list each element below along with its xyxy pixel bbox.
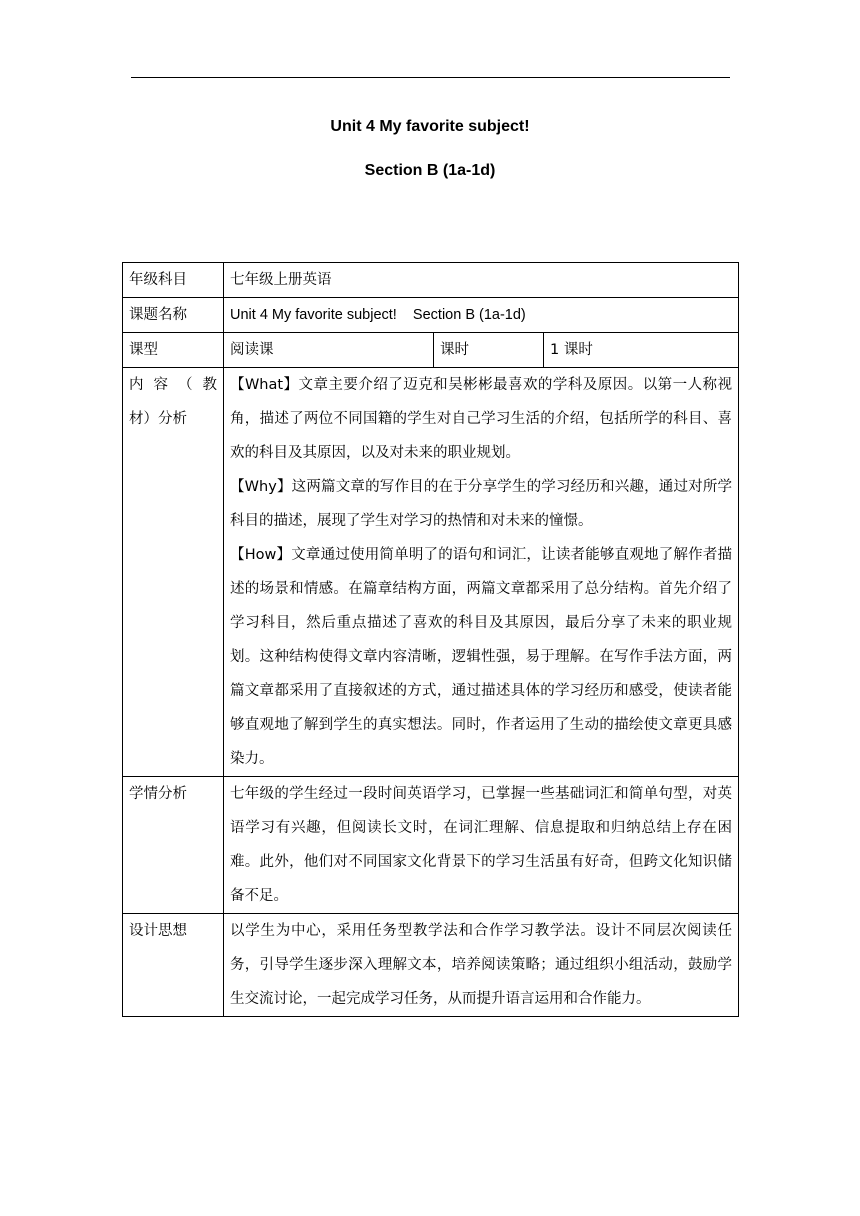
- row-lesson-type: [123, 333, 739, 368]
- row-learner-analysis: [123, 777, 739, 914]
- document-subtitle: Section B (1a-1d): [364, 162, 496, 179]
- label-lesson-type: 课型: [123, 333, 224, 368]
- value-class-hours: 1 课时: [544, 333, 739, 368]
- document-title: Unit 4 My favorite subject!: [330, 118, 530, 135]
- header-rule: [131, 77, 730, 78]
- row-content-analysis: [123, 368, 739, 777]
- value-lesson-type: 阅读课: [224, 333, 434, 368]
- label-class-hours: 课时: [434, 333, 544, 368]
- value-grade-subject: 七年级上册英语: [224, 263, 739, 298]
- label-content-analysis: 内 容 （ 教 材）分析: [123, 368, 224, 777]
- label-grade-subject: 年级科目: [123, 263, 224, 298]
- value-content-analysis: [224, 368, 739, 777]
- paragraph-what: 【What】文章主要介绍了迈克和吴彬彬最喜欢的学科及原因。以第一人称视角，描述了两位不同国籍的学生对自己学习生活的介绍，包括所学的科目、喜欢的科目及其原因，以及对未来的职业规划。: [230, 377, 733, 461]
- paragraph-why: 【Why】这两篇文章的写作目的在于分享学生的学习经历和兴趣，通过对所学科目的描述，展现了学生对学习的热情和对未来的憧憬。: [230, 479, 733, 529]
- lesson-plan-table: [122, 262, 739, 1017]
- label-learner-analysis: 学情分析: [123, 777, 224, 914]
- label-lesson-name: 课题名称: [123, 298, 224, 333]
- value-lesson-name: Unit 4 My favorite subject! Section B (1a-1d): [224, 298, 739, 333]
- paragraph-how: 【How】文章通过使用简单明了的语句和词汇，让读者能够直观地了解作者描述的场景和情感。在篇章结构方面，两篇文章都采用了总分结构。首先介绍了学习科目，然后重点描述了喜欢的科目及其原因，最后分享了未来的职业规划。这种结构使得文章内容清晰，逻辑性强，易于理解。在写作手法方面，两篇文章都采用了直接叙述的方式，通过描述具体的学习经历和感受，使读者能够直观地了解到学生的真实想法。同时，作者运用了生动的描绘使文章更具感染力。: [230, 547, 733, 767]
- row-design-idea: [123, 914, 739, 1017]
- row-lesson-name: [123, 298, 739, 333]
- row-grade-subject: [123, 263, 739, 298]
- value-learner-analysis: 七年级的学生经过一段时间英语学习，已掌握一些基础词汇和简单句型，对英语学习有兴趣，但阅读长文时，在词汇理解、信息提取和归纳总结上存在困难。此外，他们对不同国家文化背景下的学习生活虽有好奇，但跨文化知识储备不足。: [224, 777, 739, 914]
- label-design-idea: 设计思想: [123, 914, 224, 1017]
- value-design-idea: 以学生为中心，采用任务型教学法和合作学习教学法。设计不同层次阅读任务，引导学生逐步深入理解文本，培养阅读策略；通过组织小组活动，鼓励学生交流讨论，一起完成学习任务，从而提升语言运用和合作能力。: [224, 914, 739, 1017]
